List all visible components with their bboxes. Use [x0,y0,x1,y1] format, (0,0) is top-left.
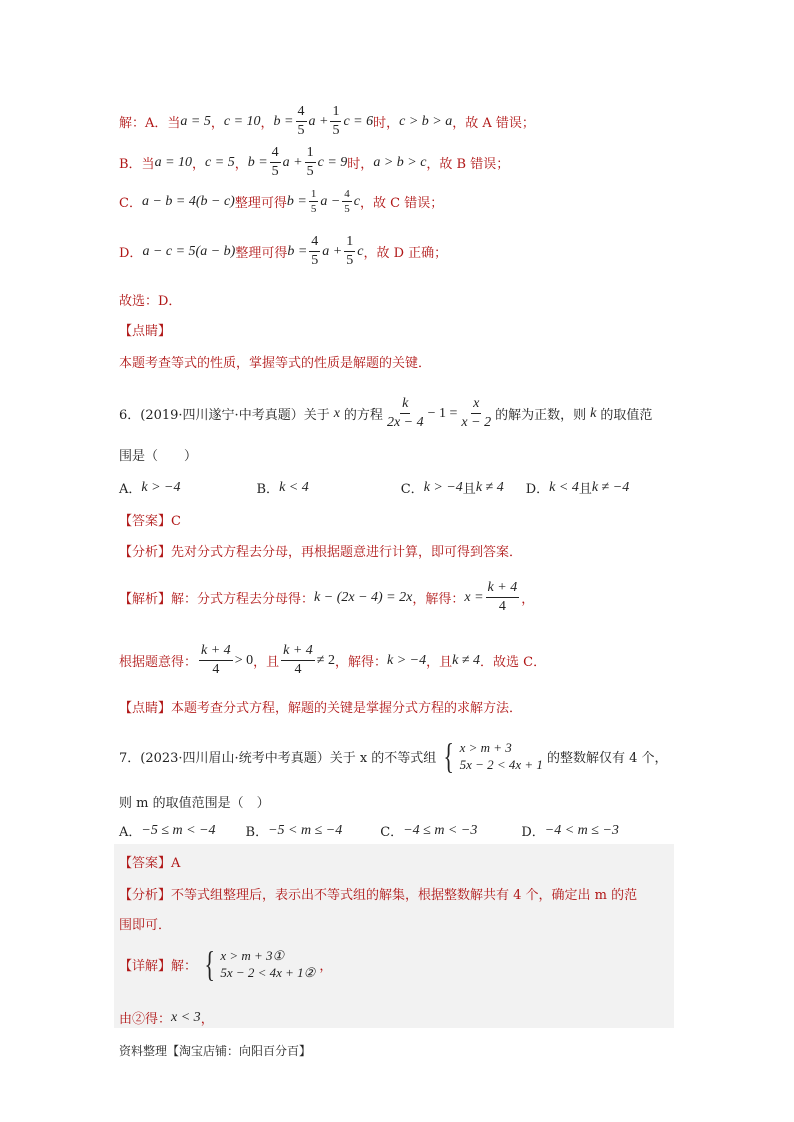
q7-optD-label: D． [521,825,545,840]
q6-condition [119,643,546,678]
q5-c-text2: ，故 C 错误； [359,196,444,211]
q5-c-text1: 整理可得 [234,196,287,211]
q5-b-comma1: ， [192,157,206,172]
q5-b-math4: a + [282,154,303,170]
q6-comment [119,697,522,716]
q5-option-c-line [119,188,443,215]
q6-answer: 【答案】C [119,514,181,529]
q6-sol-frac: $\frac{k + 4}{4}$ [487,580,518,614]
q5-b-text2: ，故 B 错误； [426,157,510,172]
q6-cond-text4: ，且 [426,655,453,670]
q5-a-math6: c > b > a [399,113,453,129]
q7-detail-system [201,946,315,982]
q7-text1: 的整数解仅有 4 个， [546,750,668,766]
q6-analysis-text: 先对分式方程去分母，再根据题意进行计算，即可得到答案． [171,545,523,560]
q6-sol-math1: k − (2x − 4) = 2x [314,589,413,605]
q7-optB-label: B． [245,825,269,840]
q7-optA: −5 ≤ m < −4 [141,822,216,838]
solution-shaded-box [114,844,674,1028]
q5-a-label: 解：A．当 [119,116,181,131]
q7-stem-line1 [119,738,667,774]
q6-cond-text1: 根据题意得： [119,655,198,670]
q5-b-math2: c = 5 [205,154,235,170]
q6-comment-text: 本题考查分式方程，解题的关键是掌握分式方程的求解方法． [171,701,523,716]
q7-step-text2: ， [200,1012,214,1027]
q7-system [440,738,543,774]
q6-optD-a: k < 4 [549,479,579,495]
q7-detail-label: 【详解】 [119,958,172,974]
q6-sol-math2: x = [464,589,484,605]
q5-b-math1: a = 10 [154,154,193,170]
q7-analysis-line2: 围即可． [119,918,172,933]
q6-text3: 的取值范 [600,408,653,423]
q6-math1: − 1 = [427,405,458,421]
q6-frac2: $\frac{x}{x - 2}$ [461,396,492,430]
q7-detail-row1: x > m + 3① [220,948,285,963]
q6-cond-math2: ≠ 2 [316,652,335,668]
q7-optC: −4 ≤ m < −3 [403,822,478,838]
left-brace-icon: { [204,944,215,984]
q7-options [119,821,619,840]
q6-solution [119,580,534,615]
q7-answer: 【答案】A [119,856,181,871]
q7-step [119,1008,214,1027]
q5-c-math4: c [353,193,360,209]
page-footer: 资料整理【淘宝店铺：向阳百分百】 [119,1044,312,1058]
q5-d-math3: a + [322,243,343,259]
q7-analysis-label: 【分析】 [119,888,172,903]
q6-optD-label: D． [525,482,550,497]
q6-intro: 6．(2019·四川遂宁·中考真题）关于 [119,408,330,423]
q6-cond-text5: ．故选 C． [480,655,547,670]
q6-options [119,478,629,497]
q5-a-math1: a = 5 [180,113,211,129]
left-brace-icon: { [443,736,455,776]
q5-d-math2: b = [287,243,308,259]
q7-detail-row2: 5x − 2 < 4x + 1② [220,965,316,980]
q5-d-frac1: $\frac{4}{5}$ [311,234,319,268]
q7-sys-row1: x > m + 3 [459,740,512,755]
q5-b-math3: b = [247,154,268,170]
q6-optB-label: B． [256,482,280,497]
q6-comment-label: 【点睛】 [119,701,172,716]
q5-d-math4: c [357,243,364,259]
q5-a-math4: a + [308,113,329,129]
q5-c-label: C． [119,196,142,211]
q6-var-k: k [590,405,597,421]
q5-a-math2: c = 10 [223,113,261,129]
q5-option-d-line [119,234,447,269]
q5-a-text2: ，故 A 错误； [452,116,535,131]
q6-optD-b: k ≠ −4 [591,479,630,495]
q6-sol-label: 【解析】 [119,592,172,607]
q7-intro: 7．(2023·四川眉山·统考中考真题）关于 x 的不等式组 [119,750,437,766]
q5-a-comma1: ， [210,116,224,131]
q7-sys-row2: 5x − 2 < 4x + 1 [459,757,543,772]
q7-detail [119,946,332,982]
q6-cond-text2: ，且 [253,655,280,670]
q5-b-math6: a > b > c [373,154,427,170]
q5-a-math3: b = [273,113,294,129]
q6-optC-and: 且 [462,482,476,497]
q7-step-math1: x < 3 [171,1009,201,1025]
q7-optA-label: A． [119,825,142,840]
q7-optB: −5 < m ≤ −4 [268,822,343,838]
q6-optA: k > −4 [141,479,181,495]
q5-b-label: B．当 [119,157,155,172]
q5-a-frac2: $\frac{1}{5}$ [332,104,340,138]
q5-c-frac2: $\frac{4}{5}$ [344,188,350,215]
q5-b-comma2: ， [234,157,248,172]
q5-b-math5: c = 9 [317,154,348,170]
q6-text1: 的方程 [343,408,383,423]
q6-optC-a: k > −4 [423,479,463,495]
q5-comment-title: 【点睛】 [119,324,172,339]
q5-a-text1: 时， [373,116,400,131]
q6-optD-and: 且 [578,482,592,497]
q6-optC-label: C． [400,482,424,497]
q6-frac1: $\frac{k}{2x - 4}$ [386,396,424,430]
q6-analysis [119,541,522,560]
q6-cond-math3: k > −4 [386,652,427,668]
q7-optD: −4 < m ≤ −3 [544,822,619,838]
q5-b-frac1: $\frac{4}{5}$ [271,145,279,179]
q5-d-text2: ，故 D 正确； [363,246,448,261]
q7-stem-line2: 则 m 的取值范围是（ ） [119,796,270,811]
q6-analysis-label: 【分析】 [119,545,172,560]
q7-detail-text1: 解： [171,958,198,974]
q6-sol-text2: ，解得： [412,592,465,607]
q6-stem-line1 [119,396,652,431]
q5-d-label: D． [119,246,143,261]
q5-b-frac2: $\frac{1}{5}$ [306,145,314,179]
q6-cond-text3: ，解得： [334,655,387,670]
q6-optB: k < 4 [279,479,309,495]
q7-analysis-text1: 不等式组整理后，表示出不等式组的解集，根据整数解共有 4 个，确定出 m 的范 [171,888,638,903]
q5-c-frac1: $\frac{1}{5}$ [310,188,317,215]
q6-optA-label: A． [119,482,142,497]
q5-comment: 本题考查等式的性质，掌握等式的性质是解题的关键． [119,356,432,371]
q5-option-a-line [119,104,535,139]
q6-text2: 的解为正数，则 [495,408,587,423]
q7-analysis-line1 [119,884,637,903]
q5-d-frac2: $\frac{1}{5}$ [346,234,354,268]
q5-c-math2: b = [286,193,307,209]
q6-cond-math4: k ≠ 4 [452,652,481,668]
q6-optC-b: k ≠ 4 [475,479,504,495]
q6-stem-line2: 围是（ ） [119,449,198,464]
q6-sol-text3: ， [521,592,535,607]
q5-d-math1: a − c = 5(a − b) [142,243,236,259]
q6-cond-math1: > 0 [234,652,254,668]
q6-var-x: x [333,405,340,421]
q5-a-frac1: $\frac{4}{5}$ [297,104,305,138]
q5-c-math3: a − [320,193,341,209]
q6-sol-text1: 解：分式方程去分母得： [171,592,315,607]
q5-c-math1: a − b = 4(b − c) [141,193,235,209]
q7-step-text1: 由②得： [119,1012,172,1027]
q5-d-text1: 整理可得 [235,246,288,261]
q5-b-text1: 时， [347,157,374,172]
q7-optC-label: C． [380,825,404,840]
q5-option-b-line [119,145,509,180]
q7-detail-text2: ， [319,958,333,974]
q5-choice: 故选：D． [119,294,182,309]
q5-a-comma2: ， [260,116,274,131]
q6-cond-frac2: $\frac{k + 4}{4}$ [283,643,313,677]
q6-cond-frac1: $\frac{k + 4}{4}$ [201,643,231,677]
q5-a-math5: c = 6 [343,113,374,129]
